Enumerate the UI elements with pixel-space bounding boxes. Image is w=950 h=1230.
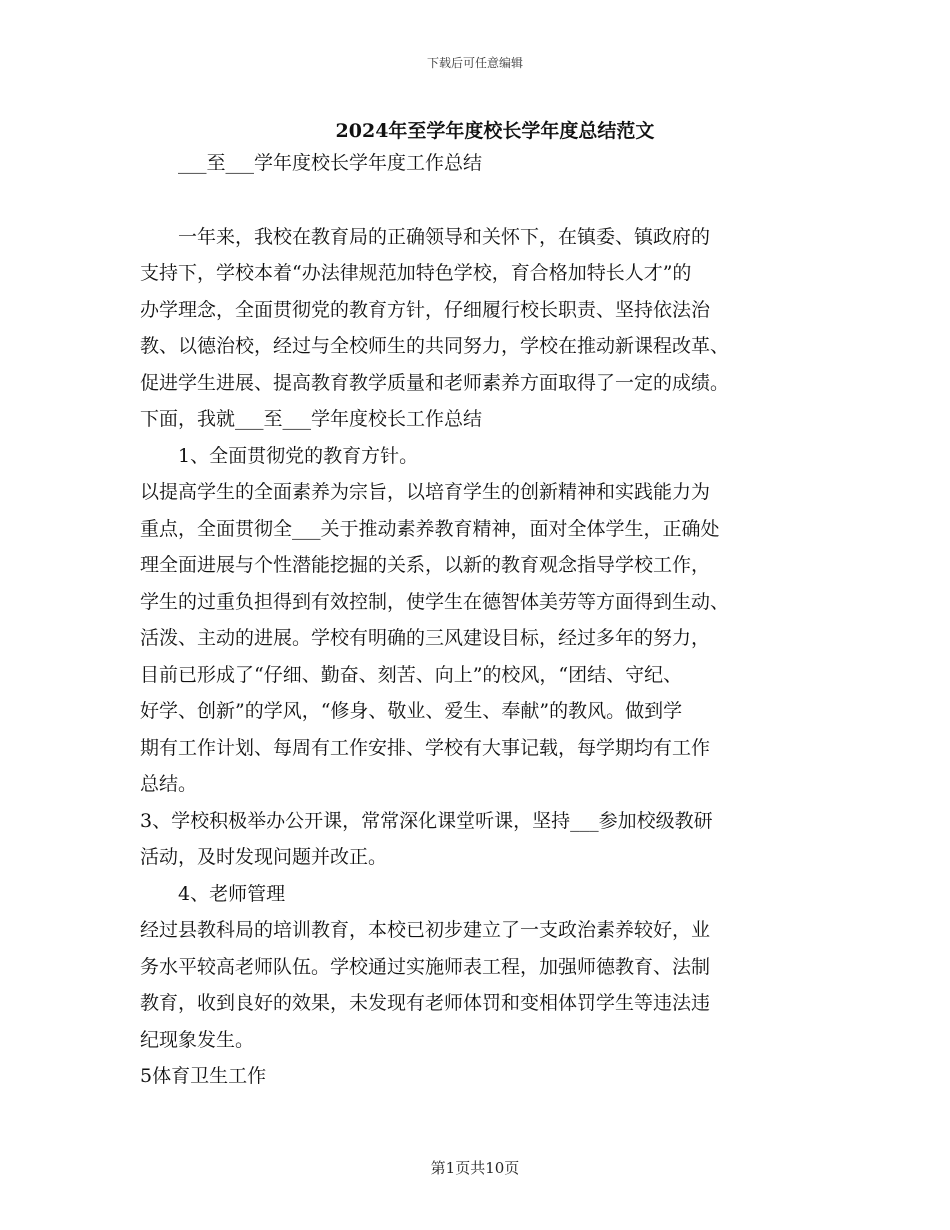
body-line: 促进学生进展、提高教育教学质量和老师素养方面取得了一定的成绩。 xyxy=(140,372,730,394)
body-line: 以提高学生的全面素养为宗旨，以培育学生的创新精神和实践能力为 xyxy=(140,481,711,503)
body-line: 学生的过重负担得到有效控制，使学生在德智体美劳等方面得到生动、 xyxy=(140,591,730,613)
body-line: 纪现象发生。 xyxy=(140,1029,255,1051)
body-line: 办学理念，全面贯彻党的教育方针，仔细履行校长职责、坚持依法治 xyxy=(140,299,711,321)
document-title: 2024年至学年度校长学年度总结范文 xyxy=(335,120,655,142)
body-line: 活泼、主动的进展。学校有明确的三风建设目标，经过多年的努力， xyxy=(140,627,711,649)
header-note: 下载后可任意编辑 xyxy=(426,56,523,70)
body-line: 理全面进展与个性潜能挖掘的关系，以新的教育观念指导学校工作， xyxy=(140,554,711,576)
body-line: 总结。 xyxy=(140,773,198,795)
body-line: 务水平较高老师队伍。学校通过实施师表工程，加强师德教育、法制 xyxy=(140,956,711,978)
body-line: 目前已形成了“仔细、勤奋、刻苦、向上”的校风，“团结、守纪、 xyxy=(140,664,683,686)
section-heading: 1、全面贯彻党的教育方针。 xyxy=(140,445,419,467)
body-line: 期有工作计划、每周有工作安排、学校有大事记载，每学期均有工作 xyxy=(140,737,711,759)
body-line: 好学、创新”的学风，“修身、敬业、爱生、奉献”的教风。做到学 xyxy=(140,700,683,722)
body-line: 经过县教科局的培训教育，本校已初步建立了一支政治素养较好，业 xyxy=(140,919,711,941)
body-line: 重点，全面贯彻全___关于推动素养教育精神，面对全体学生，正确处 xyxy=(140,518,720,540)
body-line: 教、以德治校，经过与全校师生的共同努力，学校在推动新课程改革、 xyxy=(140,335,730,357)
body-line: 支持下，学校本着“办法律规范加特色学校，育合格加特长人才”的 xyxy=(140,262,692,284)
body-line: 活动，及时发现问题并改正。 xyxy=(140,846,388,868)
body-line: 3、学校积极举办公开课，常常深化课堂听课，坚持___参加校级教研 xyxy=(140,810,713,832)
body-line: 一年来，我校在教育局的正确领导和关怀下，在镇委、镇政府的 xyxy=(140,226,711,248)
body-line: 教育，收到良好的效果，未发现有老师体罚和变相体罚学生等违法违 xyxy=(140,992,711,1014)
section-heading: 4、老师管理 xyxy=(140,883,286,905)
body-line: 下面，我就___至___学年度校长工作总结 xyxy=(140,408,483,430)
subtitle-line: ___至___学年度校长学年度工作总结 xyxy=(140,152,483,174)
section-heading: 5体育卫生工作 xyxy=(140,1065,267,1087)
page-footer: 第1页共10页 xyxy=(430,1159,520,1177)
